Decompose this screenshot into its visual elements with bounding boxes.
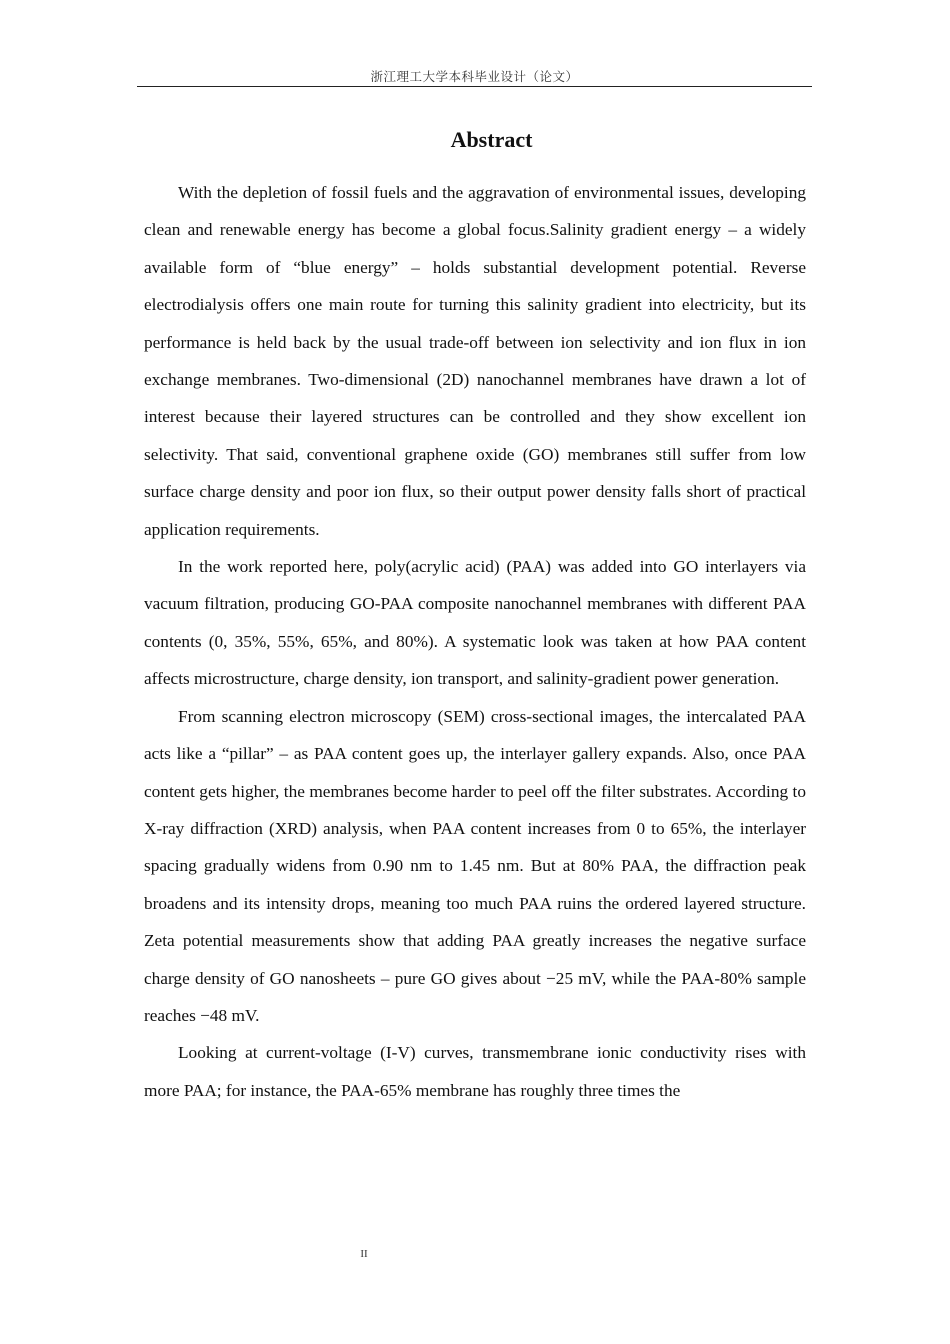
page-header: 浙江理工大学本科毕业设计（论文） (137, 68, 812, 87)
abstract-paragraph-3: From scanning electron microscopy (SEM) cross-sectional images, the intercalated PAA acts like a “pillar” – as PAA content goes up, the interlayer gallery expands. Also, once PAA content gets higher, the membranes become harder to peel off the filter substrates. According to X-ray diffraction (XRD) analysis, when PAA content increases from 0 to 65%, the interlayer spacing gradually widens from 0.90 nm to 1.45 nm. But at 80% PAA, the diffraction peak broadens and its intensity drops, meaning too much PAA ruins the ordered layered structure. Zeta potential measurements show that adding PAA greatly increases the negative surface charge density of GO nanosheets – pure GO gives about −25 mV, while the PAA-80% sample reaches −48 mV. (144, 706, 806, 1025)
page-number: II (360, 1248, 368, 1260)
abstract-body (144, 174, 806, 1109)
abstract-paragraph-2: In the work reported here, poly(acrylic acid) (PAA) was added into GO interlayers via vacuum filtration, producing GO-PAA composite nanochannel membranes with different PAA contents (0, 35%, 55%, 65%, and 80%). A systematic look was taken at how PAA content affects microstructure, charge density, ion transport, and salinity-gradient power generation. (144, 557, 806, 689)
abstract-title: Abstract (450, 127, 533, 152)
abstract-paragraph-4: Looking at current-voltage (I-V) curves, transmembrane ionic conductivity rises with more PAA; for instance, the PAA-65% membrane has roughly three times the (144, 1043, 806, 1100)
abstract-paragraph-1: With the depletion of fossil fuels and the aggravation of environmental issues, developing clean and renewable energy has become a global focus.Salinity gradient energy – a widely available form of “blue energy” – holds substantial development potential. Reverse electrodialysis offers one main route for turning this salinity gradient into electricity, but its performance is held back by the usual trade-off between ion selectivity and ion flux in ion exchange membranes. Two-dimensional (2D) nanochannel membranes have drawn a lot of interest because their layered structures can be controlled and they show excellent ion selectivity. That said, conventional graphene oxide (GO) membranes still suffer from low surface charge density and poor ion flux, so their output power density falls short of practical application requirements. (144, 183, 806, 539)
